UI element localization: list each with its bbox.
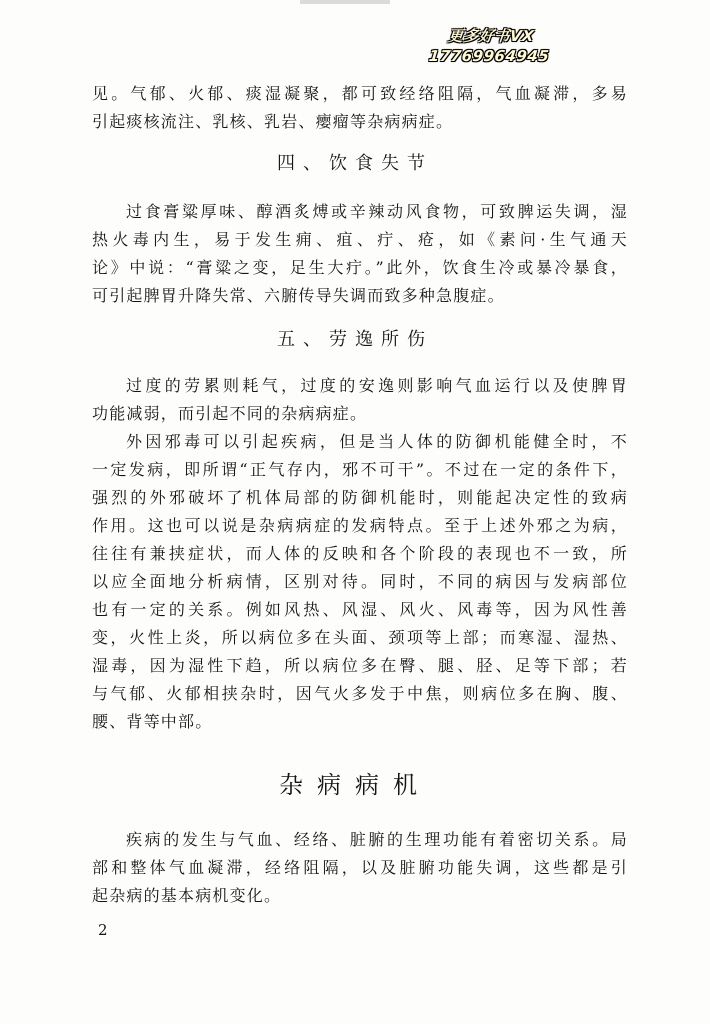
text-line: 引起痰核流注、乳核、乳岩、瘿瘤等杂病病症。 xyxy=(92,112,454,131)
intro-paragraph xyxy=(92,80,628,136)
section-diet-paragraph xyxy=(92,198,628,310)
text-line: 强烈的外邪破坏了机体局部的防御机能时，则能起决定性的致病 xyxy=(92,488,628,507)
text-line: 变，火性上炎，所以病位多在头面、颈项等上部；而寒湿、湿热、 xyxy=(92,628,628,647)
text-line: 起杂病的基本病机变化。 xyxy=(92,886,282,905)
section-heading-fatigue: 五、劳逸所伤 xyxy=(277,329,433,350)
text-line: 外因邪毒可以引起疾病，但是当人体的防御机能健全时，不 xyxy=(126,432,628,451)
text-line: 部和整体气血凝滞，经络阻隔，以及脏腑功能失调，这些都是引 xyxy=(92,858,628,877)
page-number: 2 xyxy=(98,921,108,939)
text-line: 见。气郁、火郁、痰湿凝聚，都可致经络阻隔，气血凝滞，多易 xyxy=(92,84,628,103)
text-line: 也有一定的关系。例如风热、风湿、风火、风毒等，因为风性善 xyxy=(92,600,628,619)
text-line: 功能减弱，而引起不同的杂病病症。 xyxy=(92,404,368,423)
text-line: 论》中说：“膏粱之变，足生大疔。”此外，饮食生冷或暴冷暴食， xyxy=(92,258,628,277)
section-heading-diet: 四、饮食失节 xyxy=(277,153,433,174)
text-line: 过食膏粱厚味、醇酒炙煿或辛辣动风食物，可致脾运失调，湿 xyxy=(126,202,628,221)
text-line: 一定发病，即所谓“正气存内，邪不可干”。不过在一定的条件下， xyxy=(92,460,628,479)
pathogenesis-paragraph xyxy=(92,826,628,910)
text-line: 与气郁、火郁相挟杂时，因气火多发于中焦，则病位多在胸、腹、 xyxy=(92,684,628,703)
section-fatigue-paragraph-1 xyxy=(92,372,628,428)
text-line: 疾病的发生与气血、经络、脏腑的生理功能有着密切关系。局 xyxy=(126,830,628,849)
text-line: 作用。这也可以说是杂病病症的发病特点。至于上述外邪之为病， xyxy=(92,516,628,535)
text-line: 过度的劳累则耗气，过度的安逸则影响气血运行以及使脾胃 xyxy=(126,376,628,395)
scan-smudge xyxy=(300,0,390,4)
watermark-line-2: 17769964945 xyxy=(428,47,551,65)
chapter-heading-pathogenesis: 杂病病机 xyxy=(279,771,431,799)
text-line: 腰、背等中部。 xyxy=(92,712,213,731)
watermark-line-1: 更多好书VX xyxy=(447,27,536,45)
watermark-logo xyxy=(428,26,552,66)
text-line: 热火毒内生，易于发生痈、疽、疔、疮，如《素问·生气通天 xyxy=(92,230,628,249)
text-line: 往往有兼挟症状，而人体的反映和各个阶段的表现也不一致，所 xyxy=(92,544,628,563)
text-line: 以应全面地分析病情，区别对待。同时，不同的病因与发病部位 xyxy=(92,572,628,591)
section-fatigue-paragraph-2 xyxy=(92,428,628,736)
text-line: 湿毒，因为湿性下趋，所以病位多在臀、腿、胫、足等下部；若 xyxy=(92,656,628,675)
text-line: 可引起脾胃升降失常、六腑传导失调而致多种急腹症。 xyxy=(92,286,505,305)
